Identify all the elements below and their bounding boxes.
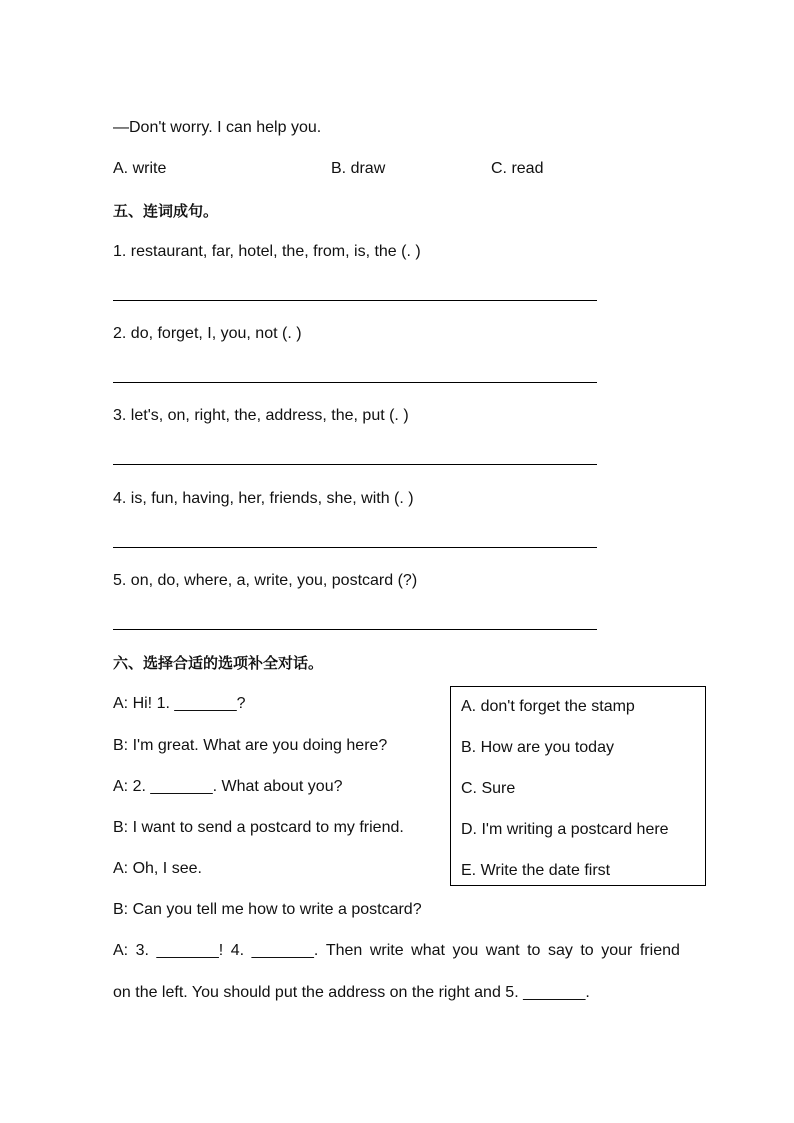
box-option-d: D. I'm writing a postcard here [461, 821, 669, 838]
word: friend [639, 942, 680, 959]
dialogue-line-5: A: Oh, I see. [113, 860, 202, 877]
word: Then [325, 942, 363, 959]
word: your [601, 942, 633, 959]
word: what [411, 942, 445, 959]
sentence-item-2: 2. do, forget, I, you, not (. ) [113, 325, 302, 342]
word: 3. [135, 942, 149, 959]
dialogue-line-4: B: I want to send a postcard to my friend. [113, 819, 404, 836]
dialogue-line-3: A: 2. _______. What about you? [113, 778, 343, 795]
box-option-a: A. don't forget the stamp [461, 698, 635, 715]
word: write [369, 942, 404, 959]
word: you [452, 942, 479, 959]
answer-line-3 [113, 464, 597, 465]
word: A: [113, 942, 129, 959]
word: to [527, 942, 541, 959]
sentence-item-1: 1. restaurant, far, hotel, the, from, is, the (. ) [113, 243, 421, 260]
option-b-draw: B. draw [331, 160, 386, 177]
word: say [547, 942, 573, 959]
answer-line-2 [113, 382, 597, 383]
section-5-title: 五、连词成句。 [113, 202, 219, 220]
answer-line-1 [113, 300, 597, 301]
option-c-read: C. read [491, 160, 544, 177]
dialogue-line-8: on the left. You should put the address on the right and 5. _______. [113, 984, 590, 1001]
box-option-c: C. Sure [461, 780, 516, 797]
sentence-item-3: 3. let's, on, right, the, address, the, put (. ) [113, 407, 409, 424]
dialogue-line-1: A: Hi! 1. _______? [113, 695, 246, 712]
sentence-item-4: 4. is, fun, having, her, friends, she, with (. ) [113, 490, 414, 507]
box-option-b: B. How are you today [461, 739, 614, 756]
options-box [450, 686, 706, 886]
box-option-e: E. Write the date first [461, 862, 611, 879]
dialogue-line-6: B: Can you tell me how to write a postcard? [113, 901, 422, 918]
answer-line-4 [113, 547, 597, 548]
word: want [485, 942, 520, 959]
blank: _______! [156, 942, 224, 959]
dialogue-answer-line: —Don't worry. I can help you. [113, 119, 322, 136]
dialogue-line-7 [113, 941, 680, 961]
sentence-item-5: 5. on, do, where, a, write, you, postcard (?) [113, 572, 418, 589]
dialogue-line-2: B: I'm great. What are you doing here? [113, 737, 388, 754]
section-6-title: 六、选择合适的选项补全对话。 [113, 654, 324, 672]
word: 4. [230, 942, 245, 959]
blank: _______. [251, 942, 319, 959]
word: to [580, 942, 594, 959]
option-a-write: A. write [113, 160, 167, 177]
answer-line-5 [113, 629, 597, 630]
